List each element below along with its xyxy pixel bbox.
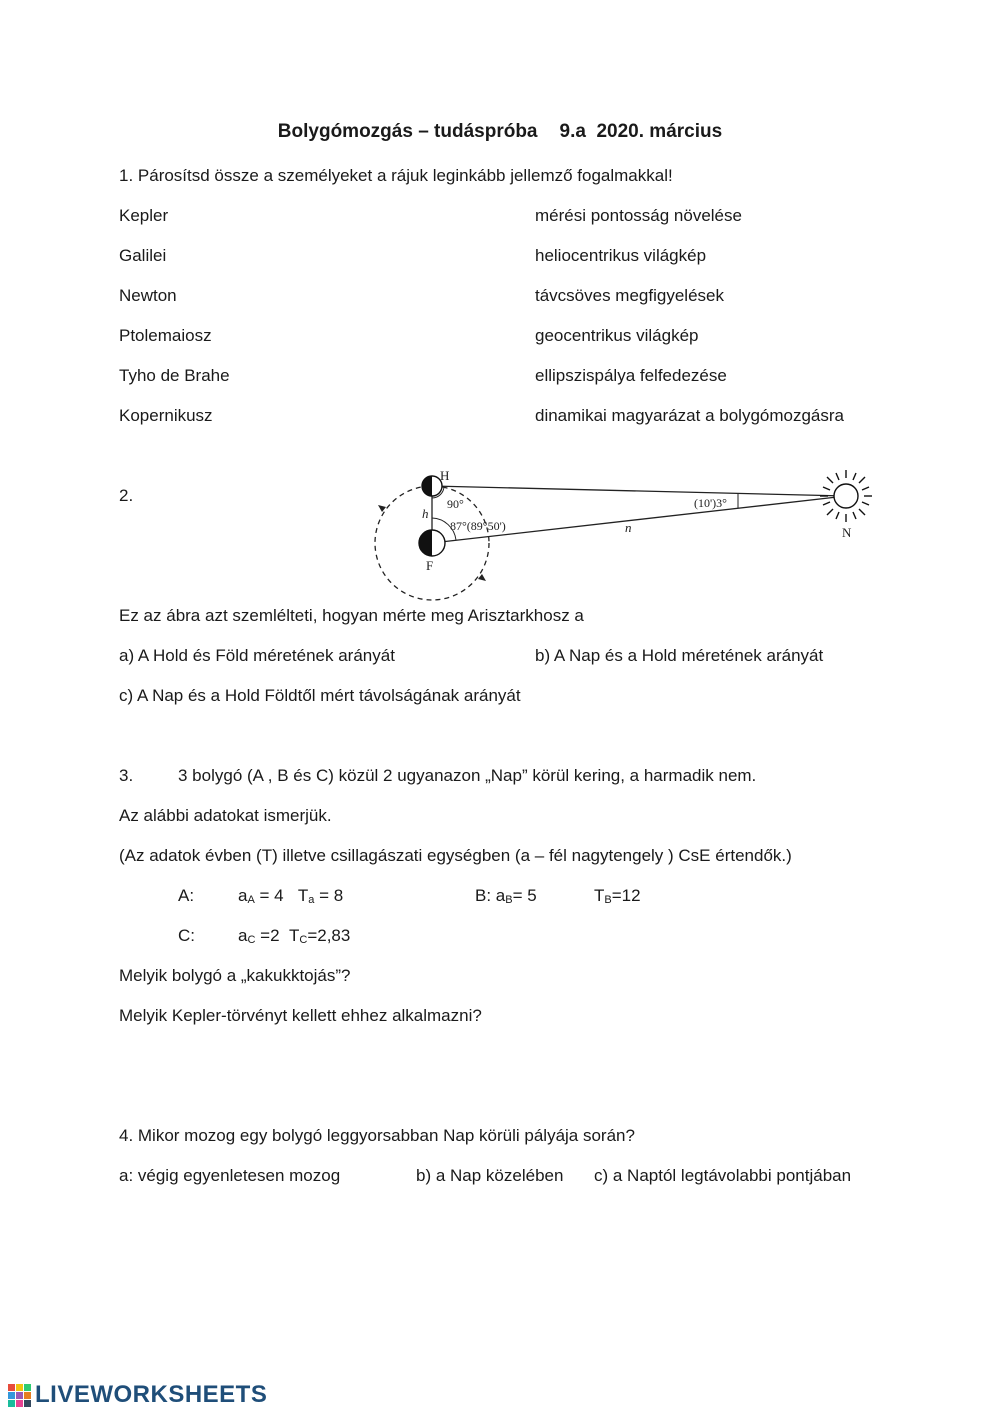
orbit-arrow-icon [378,505,386,512]
sun-icon [820,470,872,522]
q3-question1: Melyik bolygó a „kakukktojás”? [119,966,351,985]
logo-mark-icon [8,1384,31,1407]
q3-b-values: B: aB= 5 [475,886,537,906]
orbit-arrow-icon [478,574,486,581]
q3-a-label: A: [178,886,195,905]
angle-top-label: 90° [447,497,464,511]
angle-bottom-label: 87°(89°50') [450,519,506,533]
q1-concept-1: mérési pontosság növelése [535,206,742,225]
angle-sun-label: (10')3° [694,496,727,510]
q3-c-values: aC =2 TC=2,83 [238,926,351,946]
q2-text: Ez az ábra azt szemlélteti, hogyan mérte meg Arisztarkhosz a [119,606,584,625]
q1-person-newton: Newton [119,286,177,305]
q1-concept-2: heliocentrikus világkép [535,246,707,265]
q2-option-c: c) A Nap és a Hold Földtől mért távolságának arányát [119,686,521,705]
q3-number: 3. [119,766,134,785]
earth-dark-half [419,530,432,556]
q1-prompt: 1. Párosítsd össze a személyeket a rájuk leginkább jellemző fogalmakkal! [119,166,673,185]
q3-c-label: C: [178,926,195,945]
q1-person-kepler: Kepler [119,206,169,225]
q3-line1: 3 bolygó (A , B és C) közül 2 ugyanazon „Nap” körül kering, a harmadik nem. [178,766,757,785]
liveworksheets-logo [8,1382,267,1408]
q2-option-b: b) A Nap és a Hold méretének arányát [535,646,824,665]
q1-concept-6: dinamikai magyarázat a bolygómozgásra [535,406,844,425]
title-class: 9.a [559,121,586,142]
q3-question2: Melyik Kepler-törvényt kellett ehhez alkalmazni? [119,1006,482,1025]
title-date: 2020. március [596,121,723,142]
q3-line3: (Az adatok évben (T) illetve csillagászati egységben (a – fél nagytengely ) CsE értendők.) [119,846,792,865]
q3-a-values: aA = 4 Ta = 8 [238,886,344,906]
aristarchus-diagram [360,462,880,602]
label-n: N [842,525,852,540]
q1-person-galilei: Galilei [119,246,167,265]
q2-number: 2. [119,486,134,505]
q4-prompt: 4. Mikor mozog egy bolygó leggyorsabban Nap körüli pályája során? [119,1126,635,1145]
page-title [0,122,1000,142]
q4-option-a: a: végig egyenletesen mozog [119,1166,341,1185]
label-h: H [440,468,450,483]
q1-person-kopernikusz: Kopernikusz [119,406,213,425]
q3-line2: Az alábbi adatokat ismerjük. [119,806,332,825]
q1-concept-5: ellipszispálya felfedezése [535,366,727,385]
q1-person-tyho: Tyho de Brahe [119,366,230,385]
q4-option-b: b) a Nap közelében [416,1166,564,1185]
label-f: F [426,558,434,573]
label-n-side: n [625,520,632,535]
moon-dark-half [422,476,432,496]
moon-sun-line [432,486,846,496]
label-h-side: h [422,506,429,521]
q4-option-c: c) a Naptól legtávolabbi pontjában [594,1166,852,1185]
q2-option-a: a) A Hold és Föld méretének arányát [119,646,395,665]
q1-person-ptolemaiosz: Ptolemaiosz [119,326,212,345]
q3-b-period: TB=12 [594,886,641,906]
logo-wordmark: LIVEWORKSHEETS [35,1381,268,1408]
q1-concept-3: távcsöves megfigyelések [535,286,724,305]
title-main: Bolygómozgás – tudáspróba [277,121,538,142]
q1-concept-4: geocentrikus világkép [535,326,699,345]
